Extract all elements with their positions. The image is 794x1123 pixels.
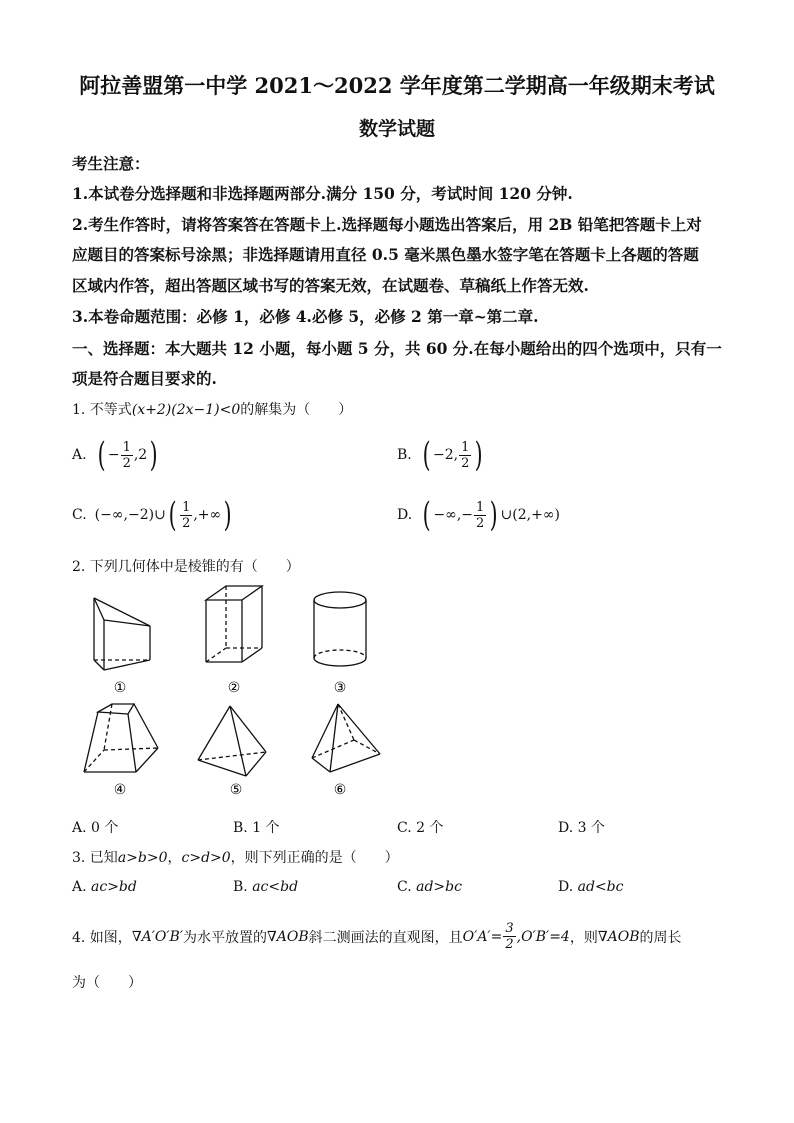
q3-option-a[interactable]: A. ac>bd <box>72 879 137 895</box>
section-heading-cont: 项是符合题目要求的. <box>72 369 217 388</box>
q1-option-c[interactable]: C. (−∞,−2)∪ ( $\frac{1}{2}$ ,+∞ ) <box>72 495 232 535</box>
q1-option-b[interactable]: B. ( −2, $\frac{1}{2}$ ) <box>397 435 484 475</box>
notice-line-1: 1.本试卷分选择题和非选择题两部分.满分 150 分，考试时间 120 分钟. <box>72 184 573 203</box>
notice-line-2b: 应题目的答案标号涂黑；非选择题请用直径 0.5 毫米黑色墨水签字笔在答题卡上各题的答题 <box>72 245 699 264</box>
q2-option-a[interactable]: A. 0 个 <box>72 820 119 836</box>
solid-5-pyramid <box>198 706 266 776</box>
solid-label-2: ② <box>227 680 241 696</box>
question-2-stem: 2. 下列几何体中是棱锥的有（ ） <box>72 559 300 575</box>
q2-option-b[interactable]: B. 1 个 <box>233 820 280 836</box>
q1-option-d[interactable]: D. ( −∞,− $\frac{1}{2}$ ) ∪(2,+∞) <box>397 495 560 535</box>
solid-label-3: ③ <box>333 680 347 696</box>
exam-subtitle: 数学试题 <box>358 118 435 140</box>
solid-2-prism <box>206 586 262 662</box>
q1-option-a[interactable]: A. ( − $\frac{1}{2}$ ,2 ) <box>72 435 158 475</box>
question-4-stem: 4. 如图， ∇A′O′B′ 为水平放置的 ∇AOB 斜二测画法的直观图，且 O′A′= $\frac{3}{2}$ ,O′B′=4 ，则 ∇AOB 的周长 <box>72 921 682 952</box>
q3-option-d[interactable]: D. ad<bc <box>558 879 624 895</box>
q2-option-d[interactable]: D. 3 个 <box>558 820 605 836</box>
q3-option-c[interactable]: C. ad>bc <box>397 879 462 895</box>
solid-4-frustum <box>84 704 158 772</box>
notice-line-3: 3.本卷命题范围：必修 1，必修 4.必修 5，必修 2 第一章~第二章. <box>72 307 539 326</box>
notice-line-2a: 2.考生作答时，请将答案答在答题卡上.选择题每小题选出答案后，用 2B 铅笔把答题卡上对 <box>72 215 702 234</box>
question-3-stem: 3. 已知a>b>0，c>d>0，则下列正确的是（ ） <box>72 850 399 866</box>
exam-title: 阿拉善盟第一中学 2021～2022 学年度第二学期高一年级期末考试 <box>79 73 715 98</box>
q1-inequality: (x+2)(2x−1)<0 <box>131 402 241 418</box>
section-heading: 一、选择题：本大题共 12 小题，每小题 5 分，共 60 分.在每小题给出的四个选项中，只有一 <box>72 339 722 358</box>
notice-heading: 考生注意： <box>72 154 150 173</box>
solid-label-1: ① <box>113 680 127 696</box>
question-1-stem: 1. 不等式(x+2)(2x−1)<0的解集为（ ） <box>72 402 353 418</box>
solid-1-frustum <box>94 598 150 670</box>
solid-label-5: ⑤ <box>229 782 243 798</box>
q3-option-b[interactable]: B. ac<bd <box>233 879 299 895</box>
solid-label-4: ④ <box>113 782 127 798</box>
notice-line-2c: 区域内作答，超出答题区域书写的答案无效，在试题卷、草稿纸上作答无效. <box>72 276 589 295</box>
solid-3-cylinder <box>314 592 366 666</box>
q2-solids-figure <box>0 580 794 810</box>
q2-option-c[interactable]: C. 2 个 <box>397 820 444 836</box>
question-4-stem-cont: 为（ ） <box>72 975 142 991</box>
solid-6-pyramid <box>312 704 380 772</box>
solid-label-6: ⑥ <box>333 782 347 798</box>
